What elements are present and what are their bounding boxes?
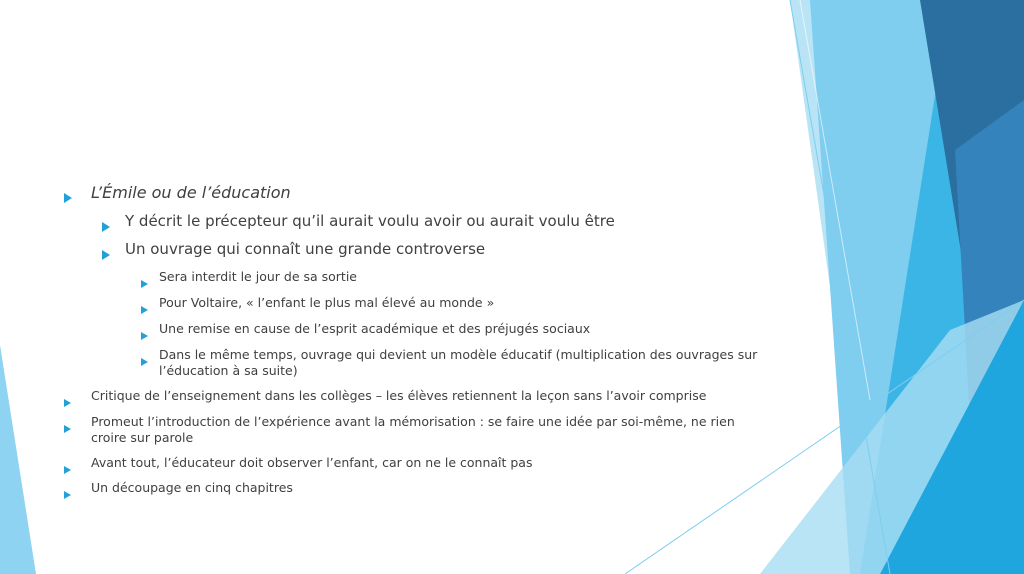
bullet-arrow-icon [64, 392, 71, 411]
bullet-arrow-icon [64, 188, 72, 207]
level3-item: Dans le même temps, ouvrage qui devient un modèle éducatif (multiplication des ouvrages sur l’éducation à sa suite) [159, 347, 758, 378]
bullet-arrow-icon [141, 325, 148, 344]
bottom-item: Un découpage en cinq chapitres [91, 480, 293, 495]
level2-item: Un ouvrage qui connaît une grande controverse [125, 240, 486, 258]
bullet-arrow-icon [141, 299, 148, 318]
bottom-item: Promeut l’introduction de l’expérience avant la mémorisation : se faire une idée par soi-même, ne rien croire sur parole [91, 414, 735, 445]
bullet-arrow-icon [64, 418, 71, 437]
level2-item: Y décrit le précepteur qu’il aurait voulu avoir ou aurait voulu être [125, 212, 615, 230]
bullet-arrow-icon [64, 459, 71, 478]
main-title: L’Émile ou de l’éducation [91, 183, 291, 202]
bullet-arrow-icon [141, 273, 148, 292]
level3-item: Une remise en cause de l’esprit académique et des préjugés sociaux [159, 321, 591, 336]
bullet-arrow-icon [141, 351, 148, 370]
bullet-arrow-icon [102, 245, 110, 264]
left-sliver-shape [0, 345, 36, 574]
bottom-item: Critique de l’enseignement dans les collèges – les élèves retiennent la leçon sans l’avoir comprise [91, 388, 707, 403]
bottom-item: Avant tout, l’éducateur doit observer l’enfant, car on ne le connaît pas [91, 455, 533, 470]
bullet-arrow-icon [102, 217, 110, 236]
level3-item: Sera interdit le jour de sa sortie [159, 269, 357, 284]
bullet-arrow-icon [64, 484, 71, 503]
level3-item: Pour Voltaire, « l’enfant le plus mal élevé au monde » [159, 295, 495, 310]
